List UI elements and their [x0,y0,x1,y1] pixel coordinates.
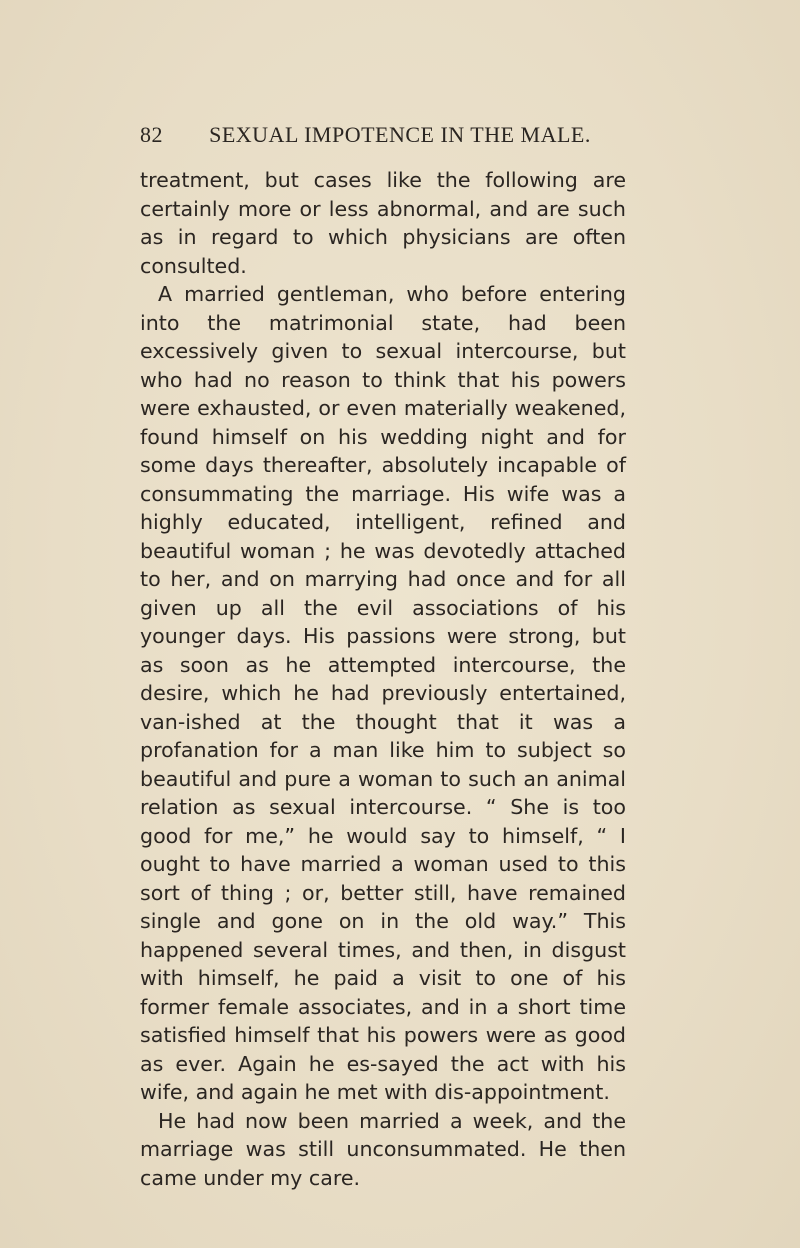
page-body [140,166,626,1192]
page-header [140,122,620,162]
paragraph-conclusion: He had now been married a week, and the marriage was still unconsummated. He then came under my care. [140,1108,626,1190]
page-number: 82 [140,122,163,147]
running-title: SEXUAL IMPOTENCE IN THE MALE. [209,122,591,147]
paragraph-case-description: A married gentleman, who before entering into the matrimonial state, had been excessively given to sexual intercourse, but who had no reason to think that his powers were exhausted, or even materially weakened, found himself on his wedding night and for some days thereafter, absolutely incapable of consummating the marriage. His wife was a highly educated, intelligent, refined and beautiful woman ; he was devotedly attached to her, and on marrying had once and for all given up all the evil associations of his younger days. His passions were strong, but as soon as he attempted intercourse, the desire, which he had previously entertained, van-ished at the thought that it was a profanation for a man like him to subject so beautiful and pure a woman to such an animal relation as sexual intercourse. “ She is too good for me,” he would say to himself, “ I ought to have married a woman used to this sort of thing ; or, better still, have remained single and gone on in the old way.” This happened several times, and then, in disgust with himself, he paid a visit to one of his former female associates, and in a short time satisfied himself that his powers were as good as ever. Again he es-sayed the act with his wife, and again he met with dis-appointment. [140,282,626,1104]
paragraph-continuation: treatment, but cases like the following are certainly more or less abnormal, and are such as in regard to which physicians are often consulted. [140,168,626,278]
